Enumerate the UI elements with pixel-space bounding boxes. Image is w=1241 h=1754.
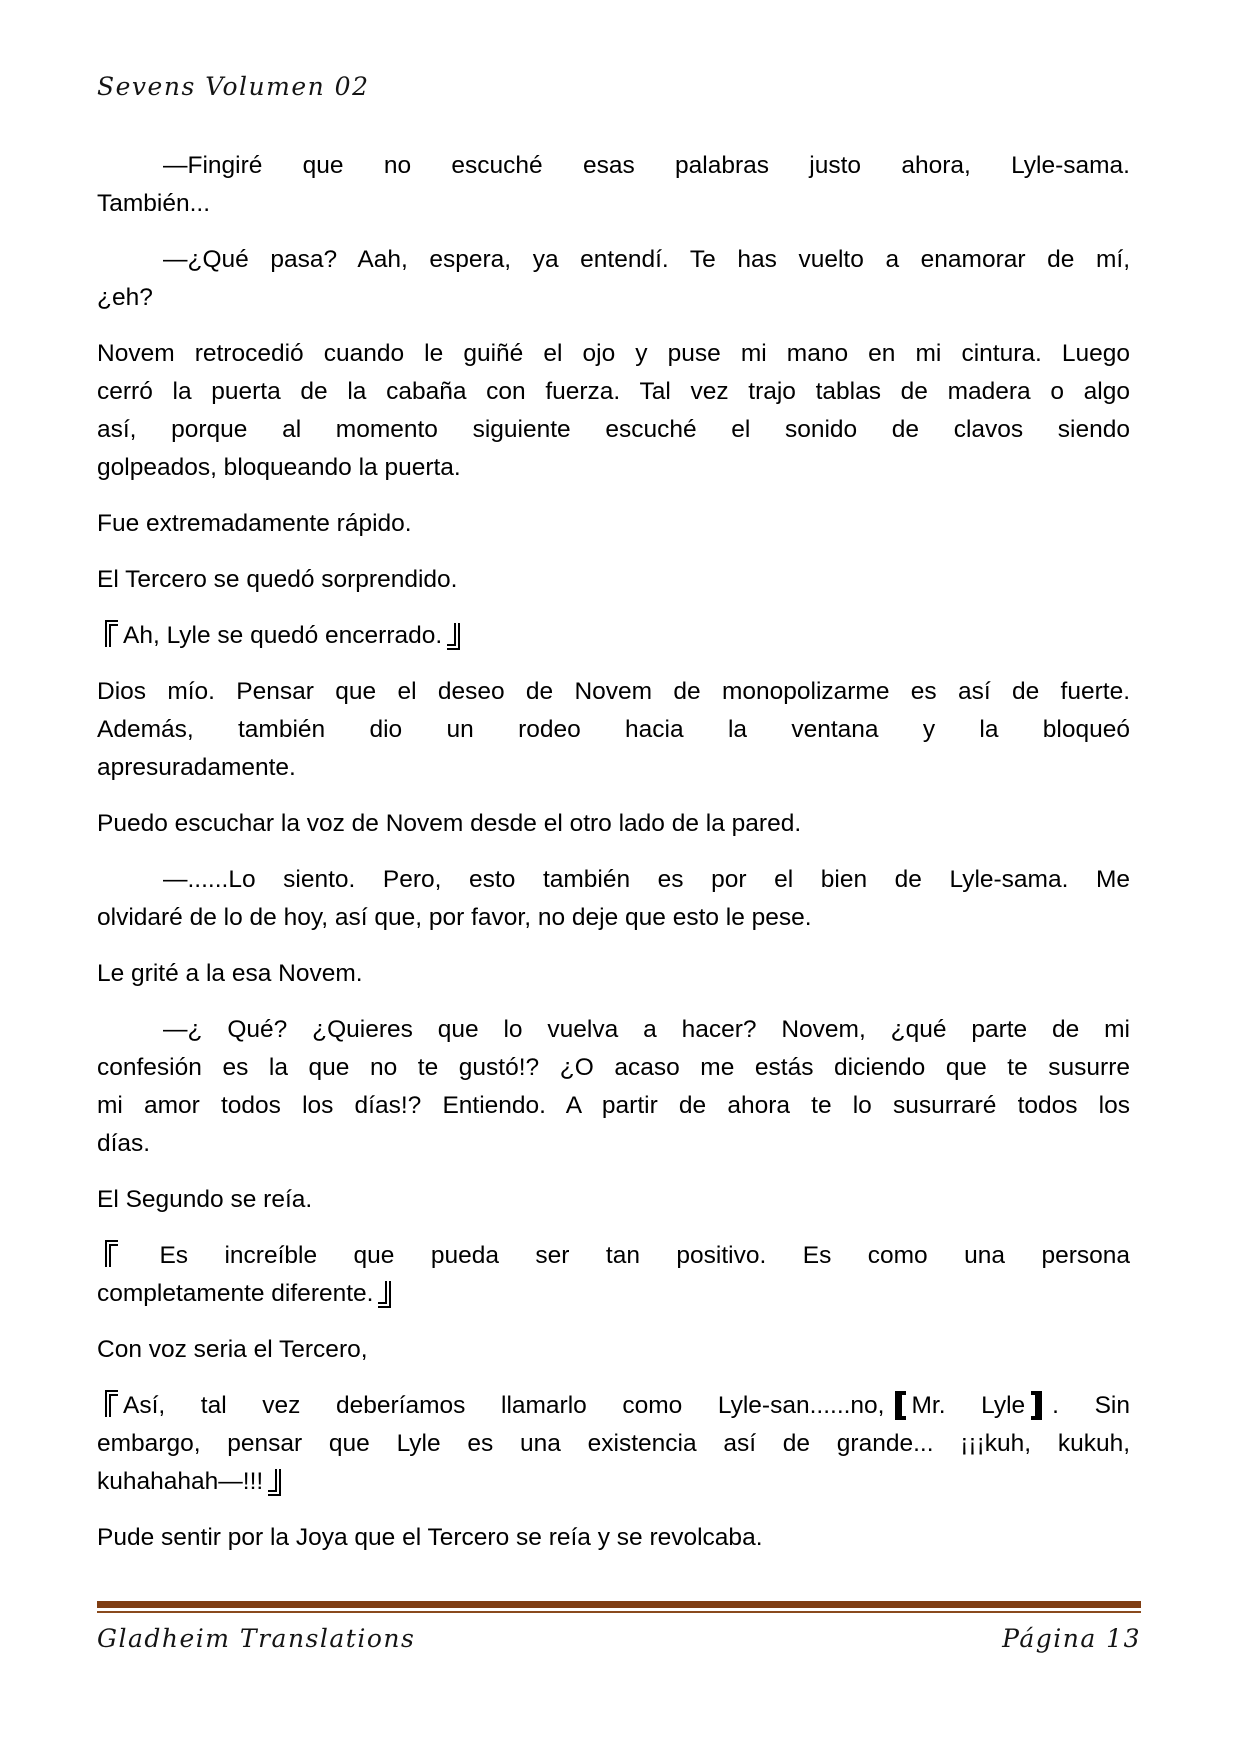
lenticular-open-bracket-icon	[895, 1391, 906, 1420]
text-line	[97, 1237, 1130, 1275]
text-line	[97, 711, 1130, 749]
corner-close-bracket-icon	[268, 1469, 281, 1496]
text-line	[97, 449, 1130, 487]
text-run: embargo, pensar que Lyle es una existencia así de grande... ¡¡¡kuh, kukuh,	[97, 1430, 1130, 1457]
text-line	[97, 147, 1130, 185]
quote-paragraph	[97, 1387, 1130, 1501]
text-run: Además, también dio un rodeo hacia la ventana y la bloqueó	[97, 716, 1130, 743]
document-body	[97, 147, 1130, 1575]
normal-paragraph	[97, 1519, 1130, 1557]
normal-paragraph	[97, 1331, 1130, 1369]
dialogue-paragraph	[97, 1011, 1130, 1163]
text-line	[97, 411, 1130, 449]
text-run: Le grité a la esa Novem.	[97, 960, 363, 987]
text-run: —......Lo siento. Pero, esto también es por el bien de Lyle-sama. Me	[163, 866, 1130, 893]
text-line	[97, 185, 1130, 223]
text-line	[97, 505, 1130, 543]
text-line	[97, 673, 1130, 711]
text-run: También...	[97, 190, 211, 217]
text-run: El Tercero se quedó sorprendido.	[97, 566, 458, 593]
corner-close-bracket-icon	[378, 1281, 391, 1308]
text-run: Puedo escuchar la voz de Novem desde el otro lado de la pared.	[97, 810, 802, 837]
text-run: Pude sentir por la Joya que el Tercero se reía y se revolcaba.	[97, 1524, 763, 1551]
text-line	[97, 749, 1130, 787]
page-header	[97, 72, 1130, 101]
text-run: olvidaré de lo de hoy, así que, por favor, no deje que esto le pese.	[97, 904, 812, 931]
text-line	[97, 241, 1130, 279]
normal-paragraph	[97, 505, 1130, 543]
text-run: Fue extremadamente rápido.	[97, 510, 412, 537]
text-line	[97, 561, 1130, 599]
quote-paragraph	[97, 1237, 1130, 1313]
text-line	[97, 1049, 1130, 1087]
text-run: mi amor todos los días!? Entiendo. A partir de ahora te lo susurraré todos los	[97, 1092, 1130, 1119]
text-run: kuhahahah—!!!	[97, 1468, 264, 1495]
text-line	[97, 335, 1130, 373]
text-run: —¿ Qué? ¿Quieres que lo vuelva a hacer? Novem, ¿qué parte de mi	[163, 1016, 1130, 1043]
normal-paragraph	[97, 561, 1130, 599]
text-run: Novem retrocedió cuando le guiñé el ojo y puse mi mano en mi cintura. Luego	[97, 340, 1130, 367]
footer-page-number: Página 13	[1002, 1624, 1141, 1653]
text-line	[97, 1387, 1130, 1425]
text-line	[97, 1275, 1130, 1313]
text-line	[97, 1087, 1130, 1125]
footer-rule	[97, 1601, 1141, 1613]
normal-paragraph	[97, 1181, 1130, 1219]
text-run: Es increíble que pueda ser tan positivo. Es como una persona	[123, 1242, 1130, 1269]
text-run: Con voz seria el Tercero,	[97, 1336, 368, 1363]
text-run: . Sin	[1052, 1392, 1130, 1419]
text-line	[97, 1519, 1130, 1557]
corner-open-bracket-icon	[105, 1240, 118, 1267]
page-footer	[97, 1601, 1141, 1653]
corner-close-bracket-icon	[447, 623, 460, 650]
text-line	[97, 899, 1130, 937]
text-line	[97, 1331, 1130, 1369]
text-run: —¿Qué pasa? Aah, espera, ya entendí. Te has vuelto a enamorar de mí,	[163, 246, 1130, 273]
text-run: —Fingiré que no escuché esas palabras justo ahora, Lyle-sama.	[163, 152, 1130, 179]
normal-paragraph	[97, 673, 1130, 787]
text-run: golpeados, bloqueando la puerta.	[97, 454, 461, 481]
text-run: Así, tal vez deberíamos llamarlo como Lyle-san......no,	[123, 1392, 885, 1419]
footer-translator-credit: Gladheim Translations	[97, 1624, 416, 1653]
text-line	[97, 955, 1130, 993]
text-run: El Segundo se reía.	[97, 1186, 313, 1213]
text-line	[97, 1181, 1130, 1219]
text-run: cerró la puerta de la cabaña con fuerza. Tal vez trajo tablas de madera o algo	[97, 378, 1130, 405]
dialogue-paragraph	[97, 861, 1130, 937]
quote-paragraph	[97, 617, 1130, 655]
text-run: apresuradamente.	[97, 754, 296, 781]
text-line	[97, 1425, 1130, 1463]
text-run: confesión es la que no te gustó!? ¿O acaso me estás diciendo que te susurre	[97, 1054, 1130, 1081]
normal-paragraph	[97, 335, 1130, 487]
text-run: días.	[97, 1130, 151, 1157]
text-run: así, porque al momento siguiente escuché el sonido de clavos siendo	[97, 416, 1130, 443]
dialogue-paragraph	[97, 147, 1130, 223]
corner-open-bracket-icon	[105, 620, 118, 647]
text-run: Mr. Lyle	[911, 1392, 1026, 1419]
header-title: Sevens Volumen 02	[97, 72, 370, 101]
normal-paragraph	[97, 955, 1130, 993]
text-line	[97, 373, 1130, 411]
text-run: ¿eh?	[97, 284, 153, 311]
text-line	[97, 279, 1130, 317]
normal-paragraph	[97, 805, 1130, 843]
lenticular-close-bracket-icon	[1031, 1391, 1042, 1420]
footer-row	[97, 1624, 1141, 1653]
text-run: completamente diferente.	[97, 1280, 374, 1307]
text-line	[97, 1463, 1130, 1501]
text-line	[97, 805, 1130, 843]
text-line	[97, 1125, 1130, 1163]
text-line	[97, 617, 1130, 655]
dialogue-paragraph	[97, 241, 1130, 317]
text-run: Ah, Lyle se quedó encerrado.	[123, 622, 443, 649]
text-line	[97, 861, 1130, 899]
text-run: Dios mío. Pensar que el deseo de Novem de monopolizarme es así de fuerte.	[97, 678, 1130, 705]
corner-open-bracket-icon	[105, 1390, 118, 1417]
text-line	[97, 1011, 1130, 1049]
